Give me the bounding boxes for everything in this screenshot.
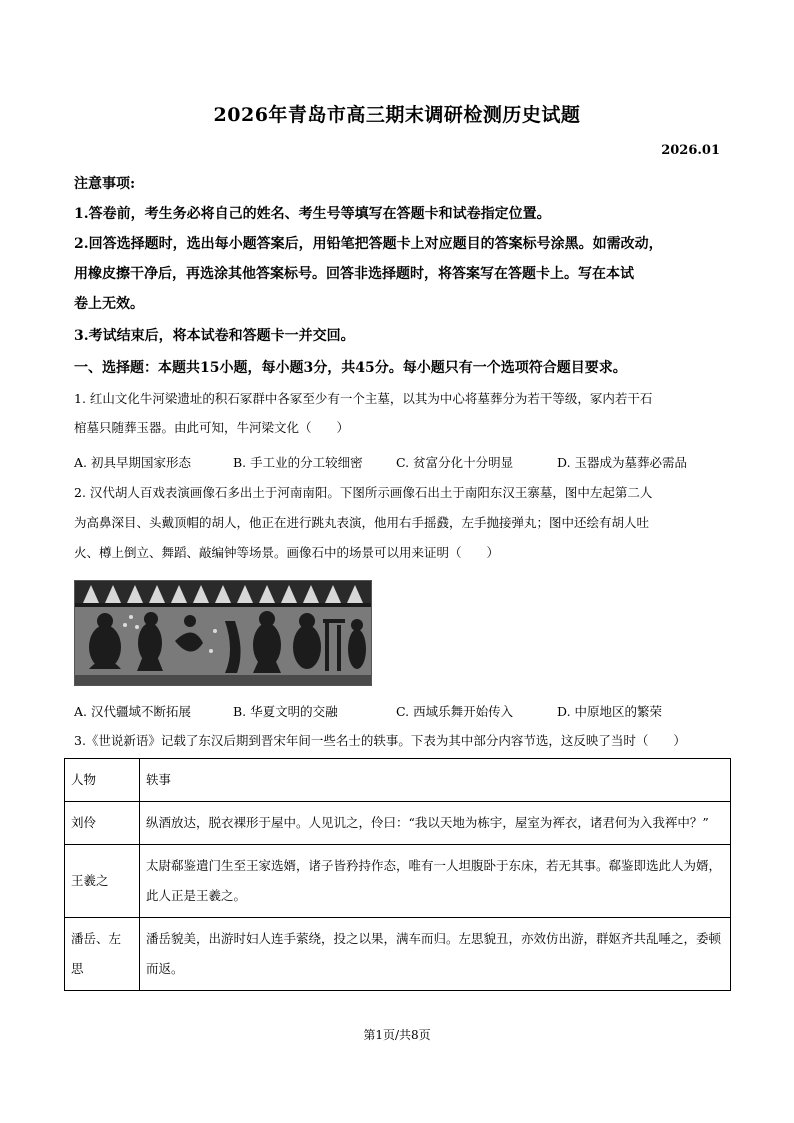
table-cell-anecdote: 太尉郗鉴遣门生至王家选婿，诸子皆矜持作态，唯有一人坦腹卧于东床，若无其事。郗鉴即选此人为婿，此人正是王羲之。 xyxy=(140,845,731,918)
q2-stem-line-3: 火、樽上倒立、舞蹈、敲编钟等场景。画像石中的场景可以用来证明（ ） xyxy=(74,545,500,560)
q1-stem-line-1: 1. 红山文化牛河梁遗址的积石冢群中各冢至少有一个主墓，以其为中心将墓葬分为若干等级，冢内若干石 xyxy=(74,391,653,406)
table-cell-anecdote: 潘岳貌美，出游时妇人连手萦绕，投之以果，满车而归。左思貌丑，亦效仿出游，群妪齐共乱唾之，委顿而返。 xyxy=(140,918,731,991)
table-row xyxy=(65,845,731,918)
q1-option-b: B. 手工业的分工较细密 xyxy=(233,455,363,470)
table-cell-anecdote: 纵酒放达，脱衣裸形于屋中。人见讥之，伶曰：“我以天地为栋宇，屋室为裈衣，诸君何为入我裈中？” xyxy=(140,802,731,845)
q2-option-b: B. 华夏文明的交融 xyxy=(233,704,338,719)
han-relief-drawing xyxy=(75,581,371,685)
table-row xyxy=(65,918,731,991)
q3-table xyxy=(64,758,731,991)
notice-item-3: 3.考试结束后，将本试卷和答题卡一并交回。 xyxy=(74,328,355,344)
section-1-heading: 一、选择题：本题共15小题，每小题3分，共45分。每小题只有一个选项符合题目要求。 xyxy=(74,360,627,376)
q2-stem-line-2: 为高鼻深目、头戴顶帽的胡人，他正在进行跳丸表演，他用右手摇鼗，左手抛接弹丸；图中还绘有胡人吐 xyxy=(74,515,650,530)
q2-option-c: C. 西域乐舞开始传入 xyxy=(396,704,514,719)
han-relief-image xyxy=(74,580,372,686)
notice-item-2-line-3: 卷上无效。 xyxy=(74,296,144,312)
notice-item-1: 1.答卷前，考生务必将自己的姓名、考生号等填写在答题卡和试卷指定位置。 xyxy=(74,206,551,222)
q2-stem-line-1: 2. 汉代胡人百戏表演画像石多出土于河南南阳。下图所示画像石出土于南阳东汉王寨墓，图中左起第二人 xyxy=(74,485,653,500)
notice-item-2-line-2: 用橡皮擦干净后，再选涂其他答案标号。回答非选择题时，将答案写在答题卡上。写在本试 xyxy=(74,266,634,282)
exam-date: 2026.01 xyxy=(661,143,720,158)
q1-option-a: A. 初具早期国家形态 xyxy=(74,455,191,470)
q2-option-d: D. 中原地区的繁荣 xyxy=(557,704,663,719)
page-title: 2026年青岛市高三期末调研检测历史试题 xyxy=(213,104,581,126)
q3-stem: 3.《世说新语》记载了东汉后期到晋宋年间一些名士的轶事。下表为其中部分内容节选，这反映了当时（ ） xyxy=(74,733,686,748)
table-header-anecdote: 轶事 xyxy=(140,759,731,802)
q1-options xyxy=(74,453,734,473)
table-cell-person: 刘伶 xyxy=(65,802,140,845)
table-header-row xyxy=(65,759,731,802)
q2-option-a: A. 汉代疆域不断拓展 xyxy=(74,704,191,719)
q1-option-d: D. 玉器成为墓葬必需品 xyxy=(557,455,688,470)
notice-heading: 注意事项: xyxy=(74,176,136,192)
table-row xyxy=(65,802,731,845)
table-cell-person: 潘岳、左思 xyxy=(65,918,140,991)
notice-item-2-line-1: 2.回答选择题时，选出每小题答案后，用铅笔把答题卡上对应题目的答案标号涂黑。如需改动， xyxy=(74,236,663,252)
page-footer: 第1页/共8页 xyxy=(363,1028,431,1042)
q2-options xyxy=(74,702,734,722)
table-cell-person: 王羲之 xyxy=(65,845,140,918)
table-header-person: 人物 xyxy=(65,759,140,802)
q1-option-c: C. 贫富分化十分明显 xyxy=(396,455,514,470)
q1-stem-line-2: 棺墓只随葬玉器。由此可知，牛河梁文化（ ） xyxy=(74,420,350,435)
